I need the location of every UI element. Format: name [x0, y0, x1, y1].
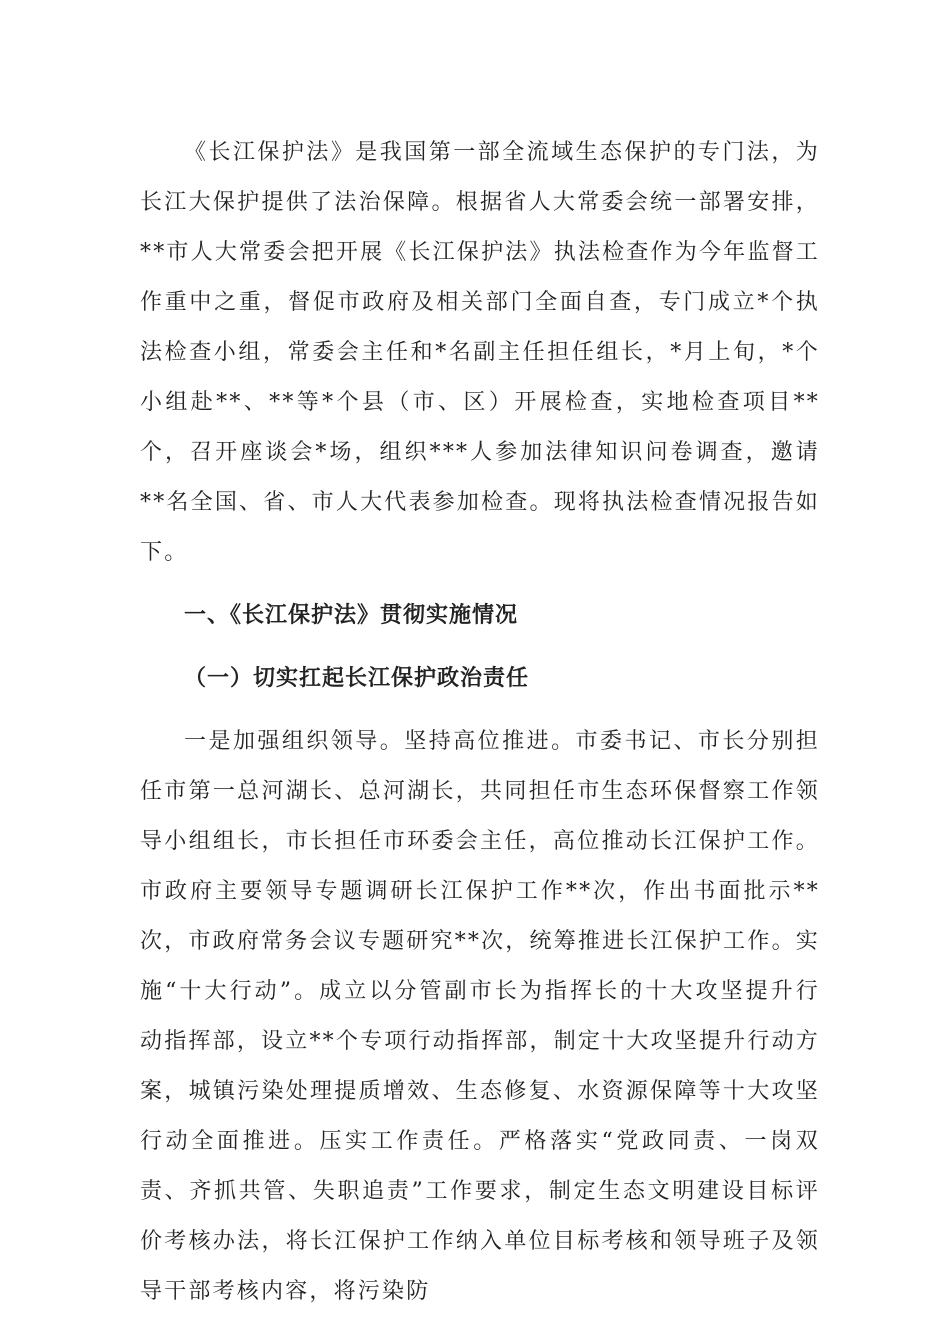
- body-paragraph: 一是加强组织领导。坚持高位推进。市委书记、市长分别担任市第一总河湖长、总河湖长，共同担任市生态环保督察工作领导小组组长，市长担任市环委会主任，高位推动长江保护工作。市政府主要领导专题调研长江保护工作**次，作出书面批示**次，市政府常务会议专题研究**次，统筹推进长江保护工作。实施“十大行动”。成立以分管副市长为指挥长的十大攻坚提升行动指挥部，设立**个专项行动指挥部，制定十大攻坚提升行动方案，城镇污染处理提质增效、生态修复、水资源保障等十大攻坚行动全面推进。压实工作责任。严格落实“党政同责、一岗双责、齐抓共管、失职追责”工作要求，制定生态文明建设目标评价考核办法，将长江保护工作纳入单位目标考核和领导班子及领导干部考核内容，将污染防: [140, 729, 820, 1304]
- subsection-heading: （一）切实扛起长江保护政治责任: [184, 666, 530, 691]
- document-body: [140, 128, 820, 1317]
- section-heading: 一、《长江保护法》贯彻实施情况: [184, 603, 519, 628]
- intro-paragraph: 《长江保护法》是我国第一部全流域生态保护的专门法，为长江大保护提供了法治保障。根据省人大常委会统一部署安排，**市人大常委会把开展《长江保护法》执法检查作为今年监督工作重中之重，督促市政府及相关部门全面自查，专门成立*个执法检查小组，常委会主任和*名副主任担任组长，*月上旬，*个小组赴**、**等*个县（市、区）开展检查，实地检查项目**个，召开座谈会*场，组织***人参加法律知识问卷调查，邀请**名全国、省、市人大代表参加检查。现将执法检查情况报告如下。: [140, 140, 820, 565]
